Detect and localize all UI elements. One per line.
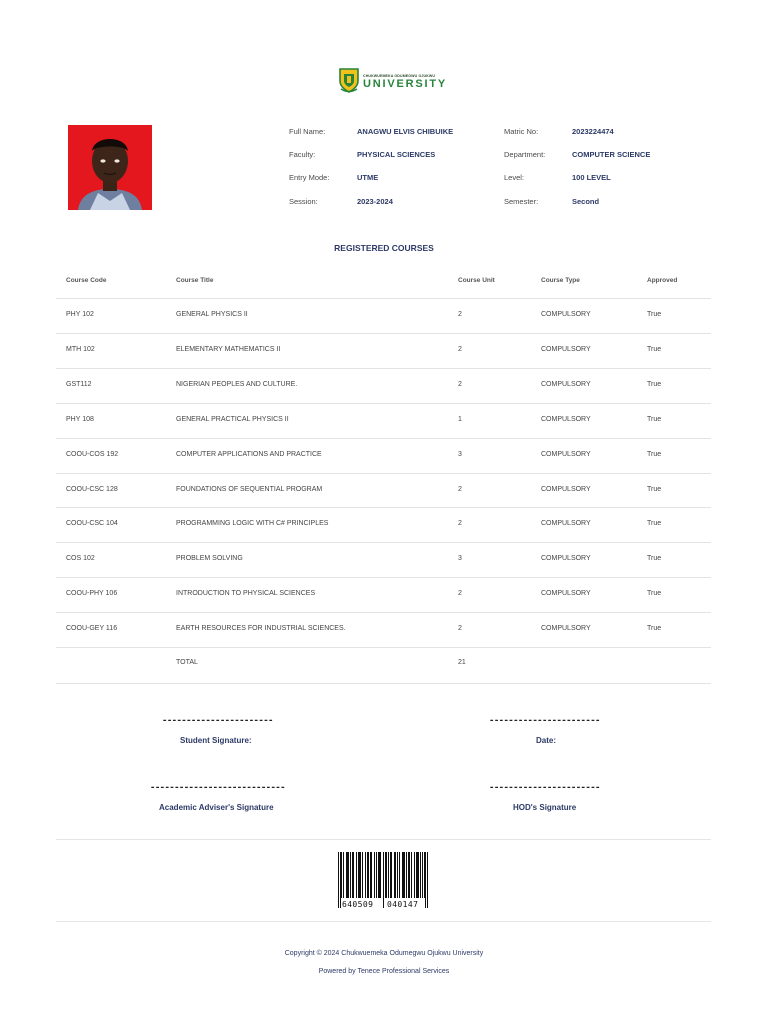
row-course-unit: 2 [458, 311, 462, 318]
row-approved: True [647, 311, 662, 318]
row-approved: True [647, 485, 662, 493]
table-row-divider [56, 647, 711, 648]
row-course-unit: 2 [458, 345, 462, 353]
row-course-type: COMPULSORY [541, 450, 591, 458]
university-logo [336, 66, 448, 96]
row-course-type: COMPULSORY [541, 380, 591, 388]
row-course-title: NIGERIAN PEOPLES AND CULTURE. [176, 380, 298, 388]
row-course-title: COMPUTER APPLICATIONS AND PRACTICE [176, 450, 322, 458]
row-course-unit: 2 [458, 380, 462, 388]
table-row-divider [56, 577, 711, 578]
hod-signature-label: HOD's Signature [513, 803, 577, 812]
semester-value: Second [572, 197, 600, 206]
row-course-unit: 3 [458, 450, 462, 458]
row-course-type: COMPULSORY [541, 590, 591, 598]
logo-big-name: UNIVERSITY [363, 78, 448, 90]
row-course-code: COOU-CSC 128 [66, 485, 118, 493]
row-course-title: PROGRAMMING LOGIC WITH C# PRINCIPLES [176, 520, 329, 528]
row-course-type: COMPULSORY [541, 625, 591, 633]
header-approved: Approved [647, 277, 678, 284]
row-approved: True [647, 450, 662, 458]
table-row-divider [56, 403, 711, 404]
total-units: 21 [458, 659, 466, 666]
row-course-code: MTH 102 [66, 345, 95, 353]
session-value: 2023-2024 [357, 197, 393, 206]
table-row-divider [56, 507, 711, 508]
header-course-type: Course Type [541, 277, 580, 284]
row-approved: True [647, 380, 662, 388]
level-label: Level: [504, 173, 525, 182]
row-approved: True [647, 625, 662, 633]
entry-mode-value: UTME [357, 173, 379, 182]
semester-label: Semester: [504, 197, 539, 206]
table-row-divider [56, 473, 711, 474]
section-divider [56, 839, 711, 840]
header-course-title: Course Title [176, 277, 214, 284]
header-course-unit: Course Unit [458, 277, 495, 284]
row-course-type: COMPULSORY [541, 415, 591, 423]
matric-no-value: 2023224474 [572, 127, 614, 136]
row-course-title: FOUNDATIONS OF SEQUENTIAL PROGRAM [176, 485, 323, 493]
student-signature-line: ----------------------- [162, 716, 273, 726]
row-course-unit: 2 [458, 485, 462, 493]
total-label: TOTAL [176, 659, 198, 666]
adviser-signature-label: Academic Adviser's Signature [159, 803, 274, 812]
student-passport-photo [68, 125, 152, 210]
table-row-divider [56, 333, 711, 334]
row-approved: True [647, 555, 662, 563]
row-course-code: COOU-CSC 104 [66, 520, 118, 528]
row-course-title: EARTH RESOURCES FOR INDUSTRIAL SCIENCES. [176, 625, 346, 633]
row-course-unit: 2 [458, 625, 462, 633]
row-course-unit: 1 [458, 415, 462, 423]
date-label: Date: [536, 736, 557, 745]
hod-signature-line: ----------------------- [489, 783, 600, 793]
header-course-code: Course Code [66, 277, 107, 284]
university-crest-icon [338, 67, 360, 94]
department-value: COMPUTER SCIENCE [572, 150, 651, 159]
table-row-divider [56, 368, 711, 369]
row-course-unit: 2 [458, 520, 462, 528]
row-course-code: COOU-COS 192 [66, 450, 119, 458]
table-row-divider [56, 438, 711, 439]
row-course-title: PROBLEM SOLVING [176, 555, 243, 563]
row-course-type: COMPULSORY [541, 485, 591, 493]
row-course-title: GENERAL PHYSICS II [176, 311, 248, 318]
row-course-title: INTRODUCTION TO PHYSICAL SCIENCES [176, 590, 316, 598]
row-course-code: COOU-GEY 116 [66, 625, 118, 633]
row-course-unit: 2 [458, 590, 462, 598]
barcode-right-digits: 040147 [387, 900, 419, 909]
logo-small-name: CHUKWUEMEKA ODUMEGWU OJUKWU [363, 74, 436, 78]
row-course-title: ELEMENTARY MATHEMATICS II [176, 345, 281, 353]
powered-by-text: Powered by Tenece Professional Services [318, 968, 450, 975]
matric-no-label: Matric No: [504, 127, 539, 136]
row-course-type: COMPULSORY [541, 520, 591, 528]
student-signature-label: Student Signature: [180, 736, 252, 745]
department-label: Department: [504, 150, 546, 159]
full-name-value: ANAGWU ELVIS CHIBUIKE [357, 127, 454, 136]
row-course-type: COMPULSORY [541, 555, 591, 563]
row-approved: True [647, 415, 662, 423]
table-divider [56, 298, 711, 299]
row-course-code: GST112 [66, 380, 92, 388]
section-divider [56, 921, 711, 922]
entry-mode-label: Entry Mode: [289, 173, 330, 182]
table-divider [56, 683, 711, 684]
row-course-type: COMPULSORY [541, 311, 591, 318]
level-value: 100 LEVEL [572, 173, 611, 182]
row-course-type: COMPULSORY [541, 345, 591, 353]
row-course-code: PHY 108 [66, 415, 94, 423]
session-label: Session: [289, 197, 318, 206]
copyright-text: Copyright © 2024 Chukwuemeka Odumegwu Ojukwu University [284, 950, 484, 957]
row-approved: True [647, 590, 662, 598]
faculty-value: PHYSICAL SCIENCES [357, 150, 436, 159]
table-row-divider [56, 612, 711, 613]
row-course-code: COOU-PHY 106 [66, 590, 118, 598]
barcode-left-digits: 640509 [342, 900, 374, 909]
row-course-unit: 3 [458, 555, 462, 563]
faculty-label: Faculty: [289, 150, 316, 159]
row-course-title: GENERAL PRACTICAL PHYSICS II [176, 415, 289, 423]
row-approved: True [647, 345, 662, 353]
adviser-signature-line: ---------------------------- [150, 783, 285, 793]
full-name-label: Full Name: [289, 127, 326, 136]
row-course-code: PHY 102 [66, 311, 94, 318]
row-course-code: COS 102 [66, 555, 95, 563]
table-row-divider [56, 542, 711, 543]
row-approved: True [647, 520, 662, 528]
date-line: ----------------------- [489, 716, 600, 726]
registered-courses-title: REGISTERED COURSES [334, 243, 434, 253]
